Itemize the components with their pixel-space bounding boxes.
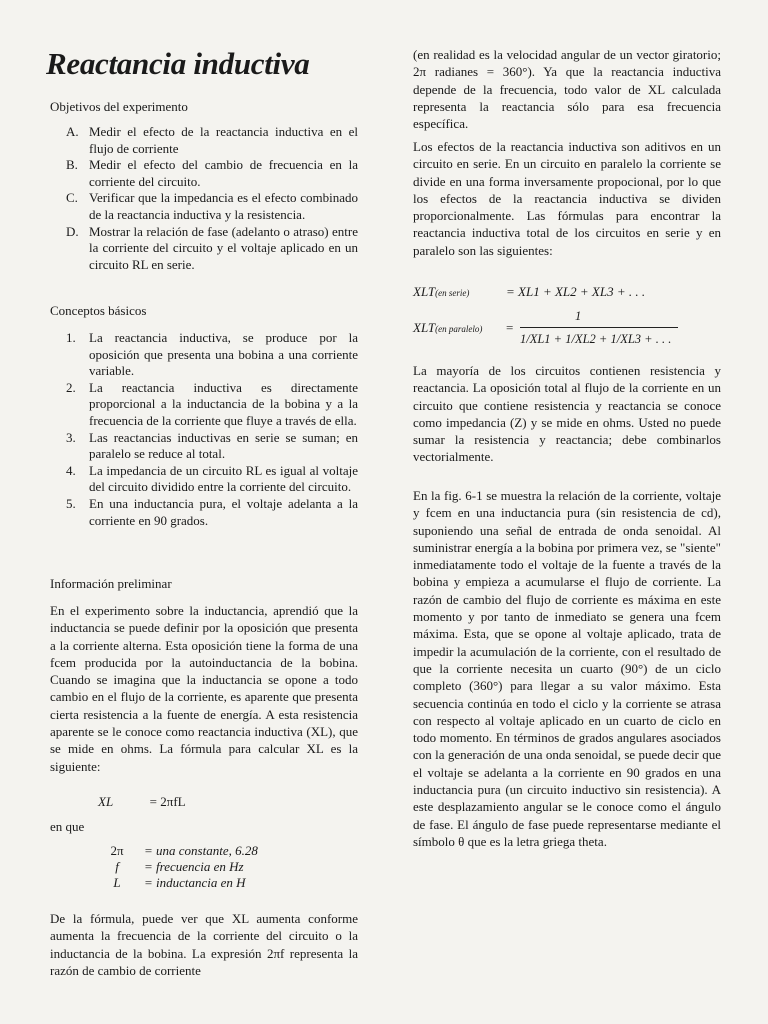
right-paragraph-1: (en realidad es la velocidad angular de un vector giratorio; 2π radianes = 360°). Ya que la reactancia inductiva depende de la frecuencia, todo valor de XL calculada representa la reactancia sólo para esa frecuencia específica. — [413, 47, 721, 132]
list-item: 5. En una inductancia pura, el voltaje adelanta a la corriente en 90 grados. — [66, 495, 358, 528]
parallel-formula-numerator: 1 — [575, 309, 582, 323]
right-paragraph-2: Los efectos de la reactancia inductiva son aditivos en un circuito en serie. En un circuito en paralelo la corriente se divide en una forma inversamente propocional, por lo que los efectos de la reactancia inductiva se dividen proporcionalmente. Las fórmulas para encontrar la reactancia inductiva total de los circuitos en serie y en paralelo son las siguientes: — [413, 139, 721, 258]
concepts-heading: Conceptos básicos — [50, 303, 147, 318]
list-item: A. Medir el efecto de la reactancia inductiva en el flujo de corriente — [66, 124, 358, 156]
parallel-formula-equals: = — [506, 320, 514, 335]
def-description: = una constante, 6.28 — [144, 843, 258, 858]
parallel-formula-denominator: 1/XL1 + 1/XL2 + 1/XL3 + . . . — [520, 332, 672, 346]
list-item: D. Mostrar la relación de fase (adelanto o atraso) entre la corriente del circuito y el voltaje aplicado en un circuito RL en serie. — [66, 223, 358, 272]
right-paragraph-4: En la fig. 6-1 se muestra la relación de la corriente, voltaje y fcem en una inductancia pura (sin resistencia de cd), suponiendo una señal de entrada de onda senoidal. Al suministrar energía a la bobina por primera vez, se "siente" inmediatamente todo el voltaje de la fuente a través de la bobina y empieza a acumularse el flujo de corriente. La razón de cambio del flujo de corriente es máxima en este momento y por tanto de inmediato se genera una fcem máxima. Esta, que se opone al voltaje aplicado, trata de impedir la acumulación de la corriente, con el resultado de que la corriente necesita un cuarto (90°) de un ciclo completo (360°) para llegar a su valor máximo. Esta secuencia continúa en todo el ciclo y la corriente se atrasa con respecto al voltaje aplicado en un cuarto de ciclo en todo momento. En términos de grados angulares asociados con la generación de una onda senoidal, se puede decir que el voltaje se adelanta a la corriente en 90 grados en una inductancia pura (un circuito inductivo sin resistencia). A este desplazamiento angular se le conoce como el ángulo de fase. El ángulo de fase puede representarse mediante el símbolo θ que es la letra griega theta. — [413, 488, 721, 849]
page-title: Reactancia inductiva — [46, 46, 310, 81]
list-item: C. Verificar que la impedancia es el efecto combinado de la reactancia inductiva y la resistencia. — [66, 190, 358, 222]
parallel-formula: XLT(en paralelo) — [413, 320, 483, 335]
objectives-list — [46, 124, 358, 273]
list-item: B. Medir el efecto del cambio de frecuencia en la corriente del circuito. — [66, 157, 358, 189]
en-que-label: en que — [50, 819, 85, 834]
preliminary-paragraph-1: En el experimento sobre la inductancia, aprendió que la inductancia se puede definir por la oposición que presenta a la corriente alterna. Esta oposición tiene la forma de una fcem producida por la autoinductancia de la bobina. Cuando se imagina que la inductancia se opone a todo cambio en el flujo de la corriente, es aparente que presenta cierta resistencia a la fuente de energía. A esta resistencia aparente se le conoce como reactancia inductiva (XL), que se mide en ohms. La fórmula para calcular XL es la siguiente: — [50, 603, 358, 774]
list-item: 1. La reactancia inductiva, se produce por la oposición que presenta una bobina a una corriente variable. — [66, 330, 358, 379]
xl-formula — [98, 794, 186, 810]
def-symbol: f — [115, 859, 119, 874]
fraction-bar — [520, 327, 678, 328]
right-paragraph-3: La mayoría de los circuitos contienen resistencia y reactancia. La oposición total al flujo de la corriente en un circuito que contiene resistencia y reactancia se conoce como impedancia (Z) y se mide en ohms. Usted no puede sumar la resistencia y reactancia; debe combinarlos vectorialmente. — [413, 363, 721, 465]
list-item: 2. La reactancia inductiva es directamente proporcional a la inductancia de la bobina y a la frecuencia de la corriente que fluye a través de ella. — [66, 379, 358, 428]
preliminary-paragraph-2: De la fórmula, puede ver que XL aumenta conforme aumenta la frecuencia de la corriente del circuito o la inductancia de la bobina. La expresión 2πf representa la razón de cambio de corriente — [50, 911, 358, 978]
concepts-list — [46, 330, 358, 529]
series-formula-rhs: = XL1 + XL2 + XL3 + . . . — [506, 284, 646, 299]
def-symbol: 2π — [110, 843, 124, 858]
def-symbol: L — [113, 875, 121, 890]
series-formula: XLT(en serie) — [413, 284, 470, 299]
objectives-heading: Objetivos del experimento — [50, 99, 188, 114]
list-item: 3. Las reactancias inductivas en serie se suman; en paralelo se reduce al total. — [66, 429, 358, 462]
formula-rhs: = 2πfL — [149, 794, 186, 809]
list-item: 4. La impedancia de un circuito RL es igual al voltaje del circuito dividido entre la corriente del circuito. — [66, 462, 358, 495]
def-description: = inductancia en H — [144, 875, 246, 890]
preliminary-heading: Información preliminar — [50, 576, 172, 591]
def-description: = frecuencia en Hz — [144, 859, 244, 874]
formula-lhs: XL — [98, 794, 114, 809]
